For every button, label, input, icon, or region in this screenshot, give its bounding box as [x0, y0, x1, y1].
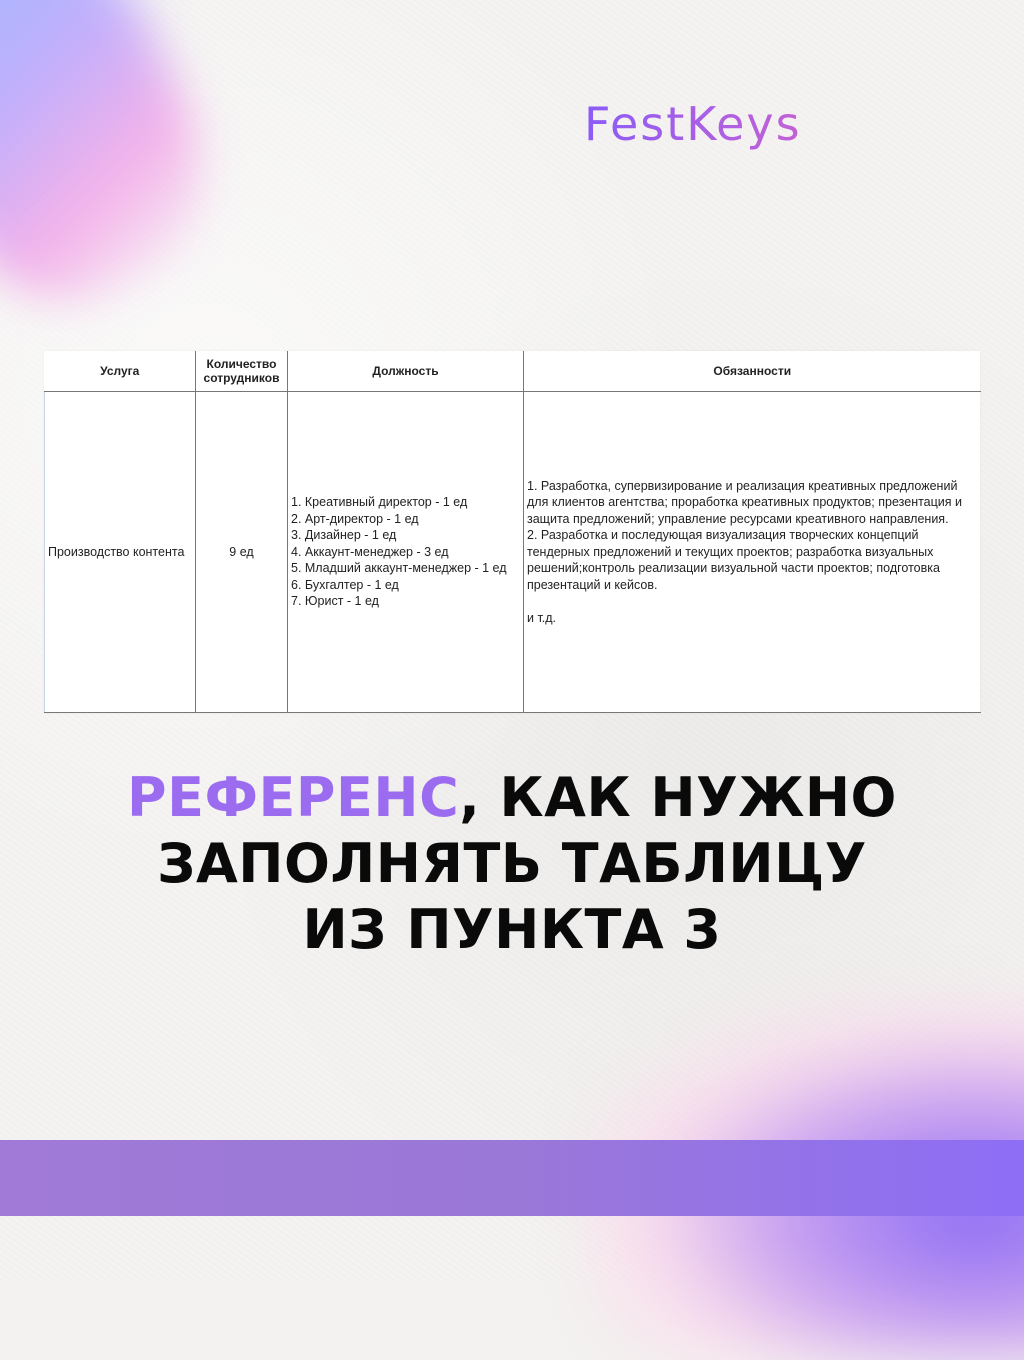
header-service: Услуга [45, 351, 196, 392]
headline-line-1-rest: , КАК НУЖНО [459, 766, 897, 829]
cell-service: Производство контента [45, 392, 196, 713]
reference-table-image [44, 351, 980, 713]
cell-positions [288, 392, 524, 713]
position-item: 6. Бухгалтер - 1 ед [291, 577, 399, 592]
festkeys-logo: FestKeys [584, 92, 924, 156]
bottom-color-band [0, 1140, 1024, 1216]
position-item: 1. Креативный директор - 1 ед [291, 495, 468, 510]
header-duties: Обязанности [524, 351, 981, 392]
headline [0, 765, 1024, 963]
headline-line-3: ИЗ ПУНКТА 3 [302, 898, 722, 961]
cell-count: 9 ед [196, 392, 288, 713]
position-item: 3. Дизайнер - 1 ед [291, 528, 397, 543]
table-row [45, 392, 981, 713]
cell-duties [524, 392, 981, 713]
headline-line-1 [0, 765, 1024, 831]
headline-line-2: ЗАПОЛНЯТЬ ТАБЛИЦУ [157, 832, 867, 895]
header-count: Количество сотрудников [196, 351, 288, 392]
headline-accent-word: РЕФЕРЕНС [127, 766, 460, 829]
reference-table [44, 351, 981, 713]
position-item: 2. Арт-директор - 1 ед [291, 511, 419, 526]
header-position: Должность [288, 351, 524, 392]
position-item: 7. Юрист - 1 ед [291, 594, 379, 609]
table-header-row [45, 351, 981, 392]
position-item: 4. Аккаунт-менеджер - 3 ед [291, 544, 449, 559]
duties-text: 1. Разработка, супервизирование и реализация креативных предложений для клиентов агентства; проработка креативных продуктов; презентация и защита предложений; управление ресурсами креативного направления. 2. Разработка и последующая визуализация творческих концепций тендерных предложений и текущих проектов; разработка визуальных решений;контроль реализации визуальной части проектов; подготовка презентаций и кейсов. и т.д. [527, 478, 963, 625]
position-item: 5. Младший аккаунт-менеджер - 1 ед [291, 561, 507, 576]
